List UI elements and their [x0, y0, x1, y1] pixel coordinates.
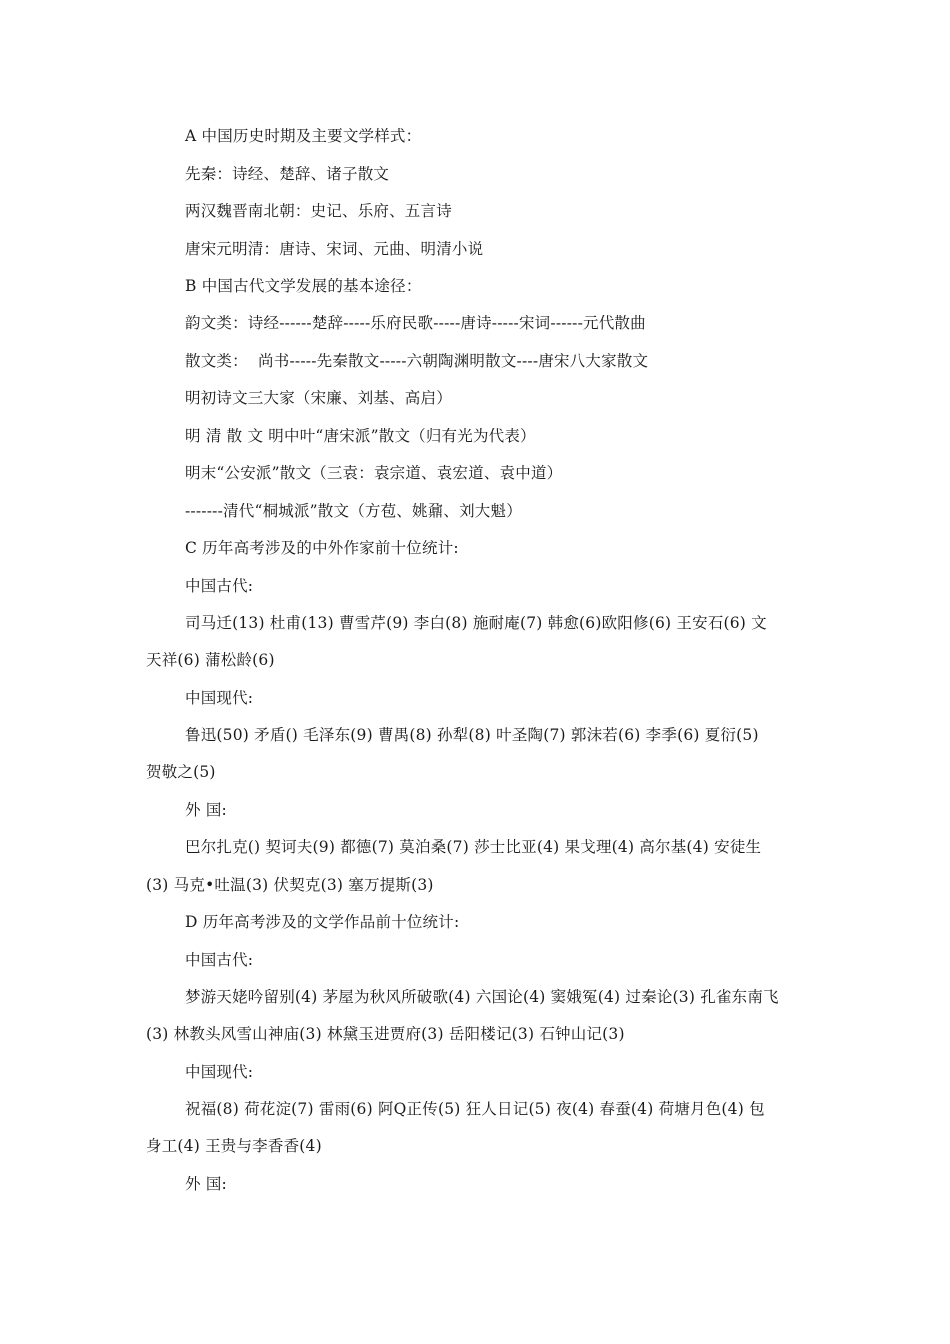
ming-qing-prose-line: 明 清 散 文 明中叶“唐宋派”散文（归有光为代表）: [185, 427, 536, 445]
qing-tongcheng-line: -------清代“桐城派”散文（方苞、姚鼐、刘大魁）: [185, 502, 522, 520]
d-ancient-list-line-1: 梦游天姥吟留别(4) 茅屋为秋风所破歌(4) 六国论(4) 窦娥冤(4) 过秦论(3) 孔雀东南飞: [185, 988, 779, 1006]
c-foreign-label: 外 国:: [185, 801, 227, 819]
d-modern-label: 中国现代:: [185, 1063, 254, 1081]
d-foreign-label: 外 国:: [185, 1175, 227, 1193]
c-modern-list-line-1: 鲁迅(50) 矛盾() 毛泽东(9) 曹禺(8) 孙犁(8) 叶圣陶(7) 郭沫若(6) 李季(6) 夏衍(5): [185, 726, 759, 744]
pre-qin-line: 先秦：诗经、楚辞、诸子散文: [185, 165, 390, 183]
d-ancient-label: 中国古代:: [185, 951, 254, 969]
d-ancient-list-line-2: (3) 林教头风雪山神庙(3) 林黛玉进贾府(3) 岳阳楼记(3) 石钟山记(3): [146, 1025, 625, 1043]
c-ancient-label: 中国古代:: [185, 577, 254, 595]
c-ancient-list-line-1: 司马迁(13) 杜甫(13) 曹雪芹(9) 李白(8) 施耐庵(7) 韩愈(6)欧阳修(6) 王安石(6) 文: [185, 614, 767, 632]
c-modern-label: 中国现代:: [185, 689, 254, 707]
late-ming-line: 明末“公安派”散文（三袁：袁宗道、袁宏道、袁中道）: [185, 464, 563, 482]
early-ming-line: 明初诗文三大家（宋廉、刘基、高启）: [185, 389, 452, 407]
d-modern-list-line-1: 祝福(8) 荷花淀(7) 雷雨(6) 阿Q正传(5) 狂人日记(5) 夜(4) 春蚕(4) 荷塘月色(4) 包: [185, 1100, 765, 1118]
section-d-heading: D 历年高考涉及的文学作品前十位统计:: [185, 913, 460, 931]
d-modern-list-line-2: 身工(4) 王贵与李香香(4): [146, 1137, 322, 1155]
prose-path-line: 散文类： 尚书-----先秦散文-----六朝陶渊明散文----唐宋八大家散文: [185, 352, 649, 370]
tang-song-yuan-ming-qing-line: 唐宋元明清：唐诗、宋词、元曲、明清小说: [185, 240, 484, 258]
c-foreign-list-line-2: (3) 马克•吐温(3) 伏契克(3) 塞万提斯(3): [146, 876, 434, 894]
c-ancient-list-line-2: 天祥(6) 蒲松龄(6): [146, 651, 275, 669]
section-b-heading: B 中国古代文学发展的基本途径：: [185, 277, 422, 295]
c-foreign-list-line-1: 巴尔扎克() 契诃夫(9) 都德(7) 莫泊桑(7) 莎士比亚(4) 果戈理(4) 高尔基(4) 安徒生: [185, 838, 762, 856]
han-wei-jin-line: 两汉魏晋南北朝：史记、乐府、五言诗: [185, 202, 452, 220]
verse-path-line: 韵文类：诗经------楚辞-----乐府民歌-----唐诗-----宋词------元代散曲: [185, 314, 646, 332]
section-c-heading: C 历年高考涉及的中外作家前十位统计:: [185, 539, 459, 557]
c-modern-list-line-2: 贺敬之(5): [146, 763, 216, 781]
section-a-heading: A 中国历史时期及主要文学样式：: [185, 127, 422, 145]
